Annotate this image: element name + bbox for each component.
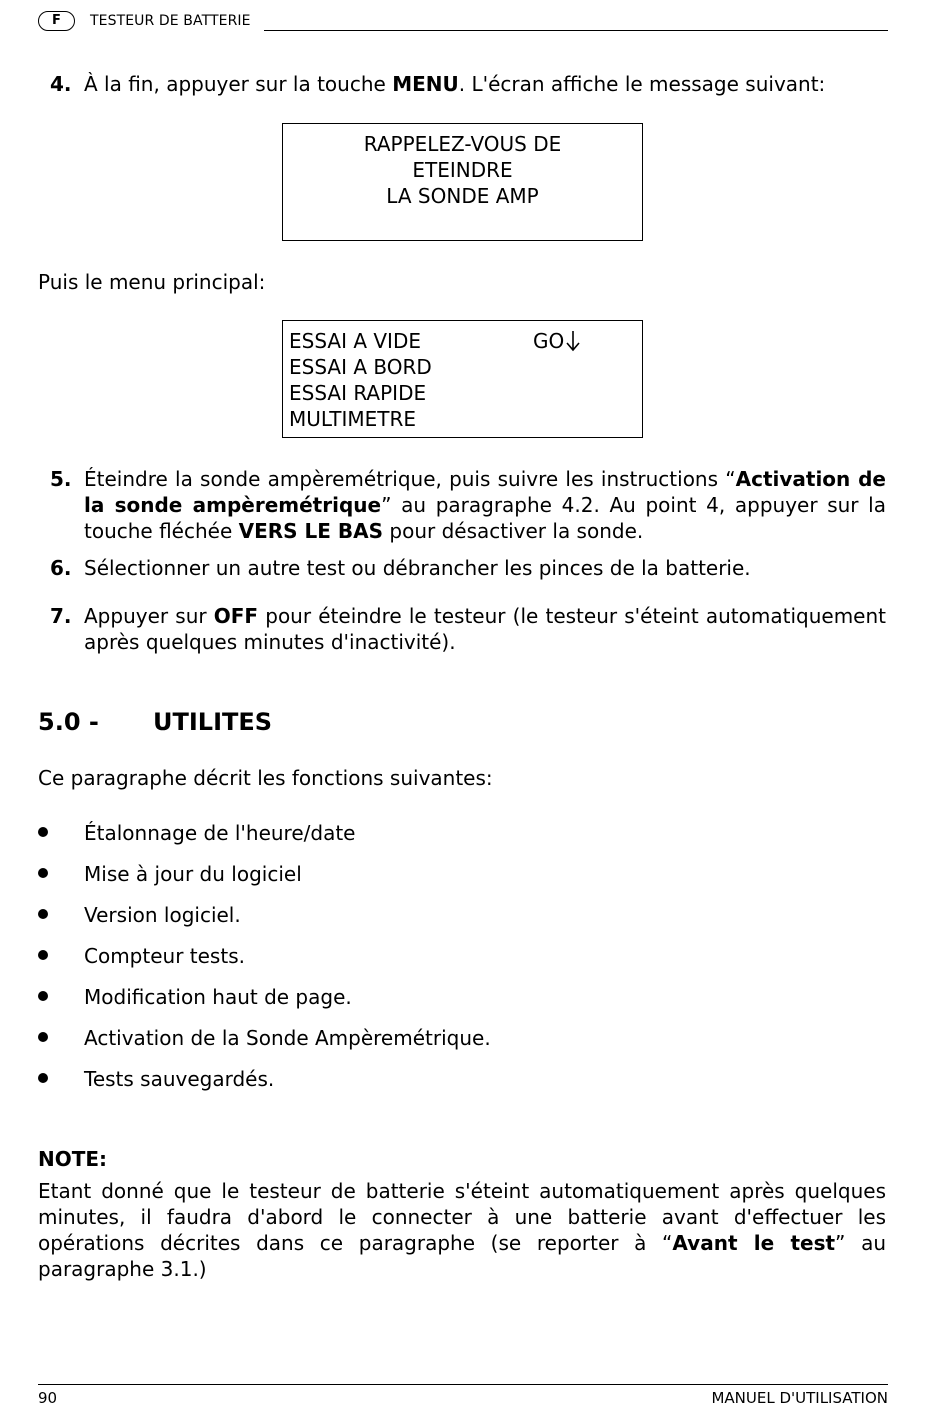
step-5-reference: Activation de la sonde ampèremétrique <box>84 467 886 517</box>
step-4-text <box>84 71 825 97</box>
step-5-text-part: Éteindre la sonde ampèremétrique, puis suivre les instructions “ <box>84 467 736 491</box>
step-7-text-part: pour éteindre le testeur (le testeur s'éteint automatiquement après quelques minutes d'inactivité). <box>84 604 886 654</box>
step-6-number: 6. <box>50 556 72 580</box>
page-number: 90 <box>38 1389 58 1407</box>
list-item: Activation de la Sonde Ampèremétrique. <box>84 1026 491 1050</box>
step-5-text-part: ” au paragraphe 4.2. Au point 4, appuyer sur la touche fléchée <box>84 493 886 543</box>
reminder-screen <box>282 123 643 241</box>
list-item: Étalonnage de l'heure/date <box>84 821 356 845</box>
section-title: UTILITES <box>153 708 273 736</box>
step-4-text-part: À la fin, appuyer sur la touche <box>84 72 393 96</box>
go-indicator <box>533 328 580 354</box>
bullet-icon <box>38 1032 50 1044</box>
step-6-text: Sélectionner un autre test ou débrancher les pinces de la batterie. <box>84 556 751 580</box>
page-header <box>38 10 888 34</box>
menu-row <box>289 406 642 432</box>
menu-key-label: MENU <box>392 72 459 96</box>
list-item: Version logiciel. <box>84 903 241 927</box>
bullet-icon <box>38 1073 50 1085</box>
step-7-text-part: Appuyer sur <box>84 604 214 628</box>
list-item: Mise à jour du logiciel <box>84 862 302 886</box>
arrow-down-icon <box>566 330 580 352</box>
go-label: GO <box>533 329 565 353</box>
bullet-icon <box>38 909 50 921</box>
down-key-label: VERS LE BAS <box>238 519 384 543</box>
step-4-text-part: . L'écran affiche le message suivant: <box>458 72 826 96</box>
step-5-text <box>84 466 886 544</box>
bullet-icon <box>38 991 50 1003</box>
off-key-label: OFF <box>213 604 259 628</box>
section-intro: Ce paragraphe décrit les fonctions suivantes: <box>38 766 493 790</box>
screen-line: LA SONDE AMP <box>386 184 539 208</box>
note-reference: Avant le test <box>672 1231 836 1255</box>
language-badge: F <box>38 11 75 31</box>
note-label: NOTE: <box>38 1147 108 1171</box>
menu-row <box>289 354 642 380</box>
menu-item: ESSAI A VIDE <box>289 329 421 353</box>
menu-row <box>289 328 642 354</box>
step-5-text-part: pour désactiver la sonde. <box>383 519 644 543</box>
main-menu-intro: Puis le menu principal: <box>38 270 266 294</box>
section-number: 5.0 - <box>38 708 99 736</box>
note-text-part: ” au paragraphe 3.1.) <box>38 1231 886 1281</box>
bullet-icon <box>38 950 50 962</box>
screen-line: ETEINDRE <box>412 158 513 182</box>
bullet-icon <box>38 868 50 880</box>
footer-rule <box>38 1384 888 1385</box>
menu-item: MULTIMETRE <box>289 407 417 431</box>
menu-row <box>289 380 642 406</box>
note-text-part: Etant donné que le testeur de batterie s'éteint automatiquement après quelques minutes, il faudra d'abord le connecter à une batterie avant d'effectuer les opérations décrites dans ce paragraphe (se reporter à “ <box>38 1179 886 1255</box>
header-rule <box>264 30 888 31</box>
main-menu-screen <box>282 320 643 438</box>
step-7-number: 7. <box>50 604 72 628</box>
list-item: Compteur tests. <box>84 944 245 968</box>
header-title: TESTEUR DE BATTERIE <box>90 13 251 29</box>
footer-title: MANUEL D'UTILISATION <box>711 1389 888 1407</box>
menu-item: ESSAI A BORD <box>289 355 432 379</box>
list-item: Modification haut de page. <box>84 985 352 1009</box>
list-item: Tests sauvegardés. <box>84 1067 275 1091</box>
step-7-text <box>84 603 886 655</box>
screen-line: RAPPELEZ-VOUS DE <box>363 132 562 156</box>
note-text <box>38 1178 886 1282</box>
bullet-icon <box>38 827 50 839</box>
step-5-number: 5. <box>50 467 72 491</box>
menu-item: ESSAI RAPIDE <box>289 381 427 405</box>
step-4-number: 4. <box>50 72 72 96</box>
